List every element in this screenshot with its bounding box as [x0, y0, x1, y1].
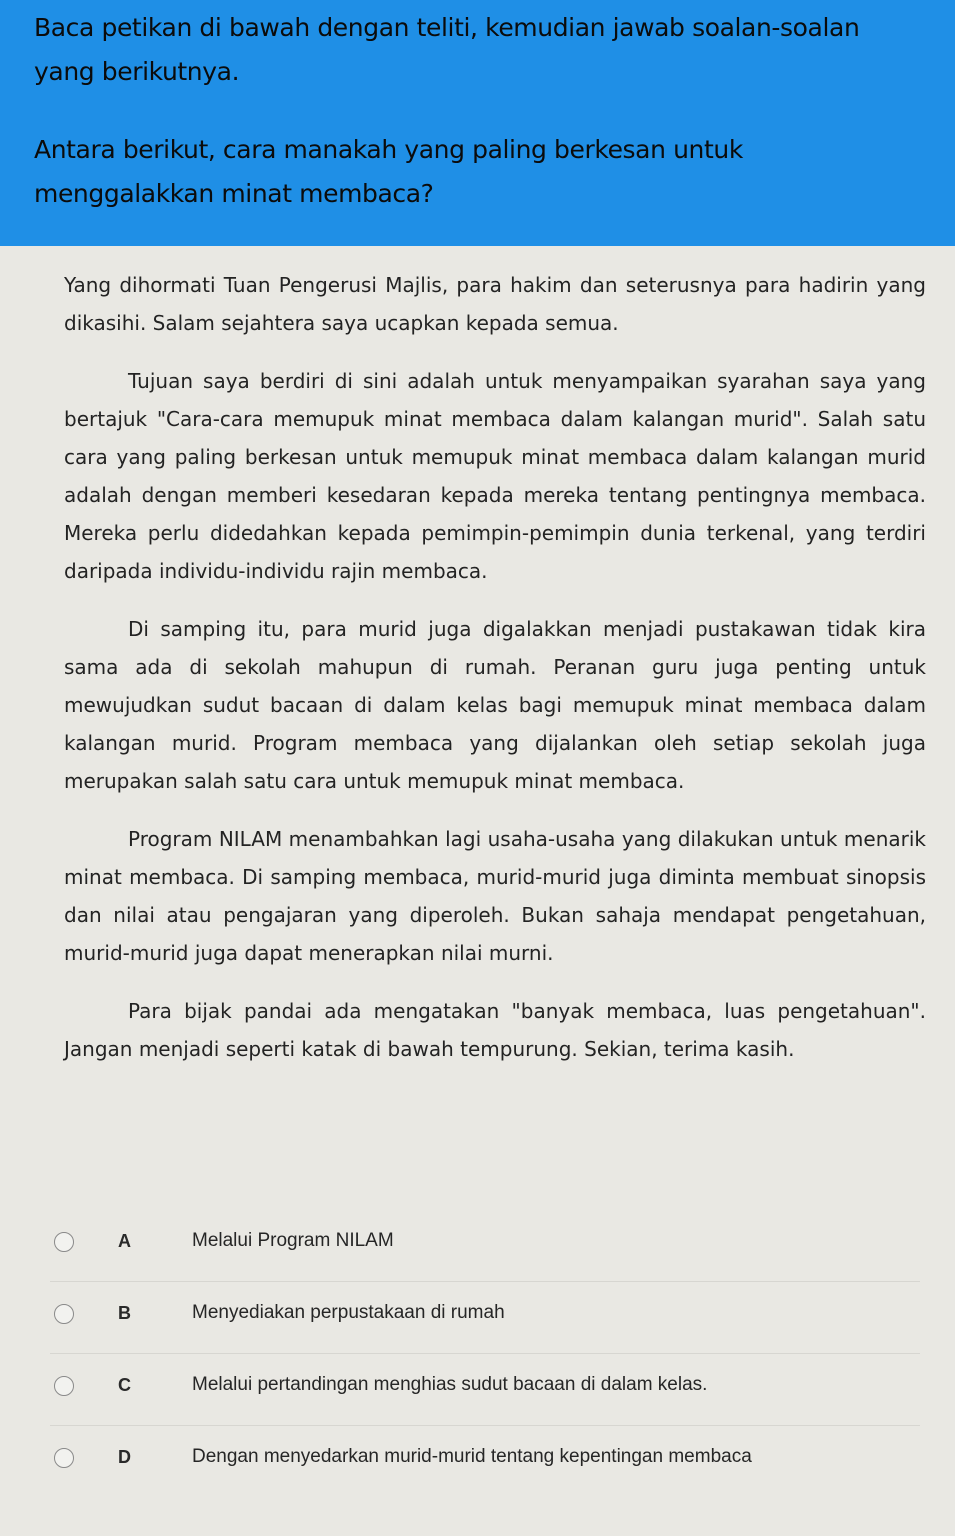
passage-paragraph: Tujuan saya berdiri di sini adalah untuk menyampaikan syarahan saya yang bertajuk "Cara-cara memupuk minat membaca dalam kalangan murid". Salah satu cara yang paling berkesan untuk memupuk minat membaca dalam kalangan murid adalah dengan memberi kesedaran kepada mereka tentang pentingnya membaca. Mereka perlu didedahkan kepada pemimpin-pemimpin dunia terkenal, yang terdiri daripada individu-individu rajin membaca.: [64, 369, 926, 583]
passage-paragraph: Yang dihormati Tuan Pengerusi Majlis, para hakim dan seterusnya para hadirin yang dikasihi. Salam sejahtera saya ucapkan kepada semua.: [64, 273, 926, 335]
option-letter: A: [118, 1231, 131, 1251]
passage-paragraph: Di samping itu, para murid juga digalakkan menjadi pustakawan tidak kira sama ada di sekolah mahupun di rumah. Peranan guru juga penting untuk mewujudkan sudut bacaan di dalam kelas bagi memupuk minat membaca dalam kalangan murid. Program membaca yang dijalankan oleh setiap sekolah juga merupakan salah satu cara untuk memupuk minat membaca.: [64, 617, 926, 793]
passage-paragraph: Para bijak pandai ada mengatakan "banyak membaca, luas pengetahuan". Jangan menjadi seperti katak di bawah tempurung. Sekian, terima kasih.: [64, 999, 926, 1061]
radio-button[interactable]: [54, 1232, 74, 1252]
radio-button[interactable]: [54, 1376, 74, 1396]
option-letter: D: [118, 1447, 131, 1467]
reading-passage: [64, 266, 926, 1088]
option-b[interactable]: [50, 1282, 920, 1354]
question-text: Antara berikut, cara manakah yang paling berkesan untuk menggalakkan minat membaca?: [34, 135, 743, 208]
instruction-text: Baca petikan di bawah dengan teliti, kemudian jawab soalan-soalan yang berikutnya.: [34, 13, 860, 86]
question-header: [0, 0, 955, 246]
answer-options: [50, 1210, 920, 1536]
option-letter: C: [118, 1375, 131, 1395]
option-text: Melalui Program NILAM: [192, 1230, 394, 1251]
option-d[interactable]: [50, 1426, 920, 1536]
option-letter: B: [118, 1303, 131, 1323]
option-text: Melalui pertandingan menghias sudut bacaan di dalam kelas.: [192, 1374, 708, 1395]
radio-button[interactable]: [54, 1448, 74, 1468]
option-text: Dengan menyedarkan murid-murid tentang kepentingan membaca: [192, 1446, 752, 1467]
passage-paragraph: Program NILAM menambahkan lagi usaha-usaha yang dilakukan untuk menarik minat membaca. Di samping membaca, murid-murid juga diminta membuat sinopsis dan nilai atau pengajaran yang diperoleh. Bukan sahaja mendapat pengetahuan, murid-murid juga dapat menerapkan nilai murni.: [64, 827, 926, 965]
option-text: Menyediakan perpustakaan di rumah: [192, 1302, 505, 1323]
option-a[interactable]: [50, 1210, 920, 1282]
radio-button[interactable]: [54, 1304, 74, 1324]
option-c[interactable]: [50, 1354, 920, 1426]
